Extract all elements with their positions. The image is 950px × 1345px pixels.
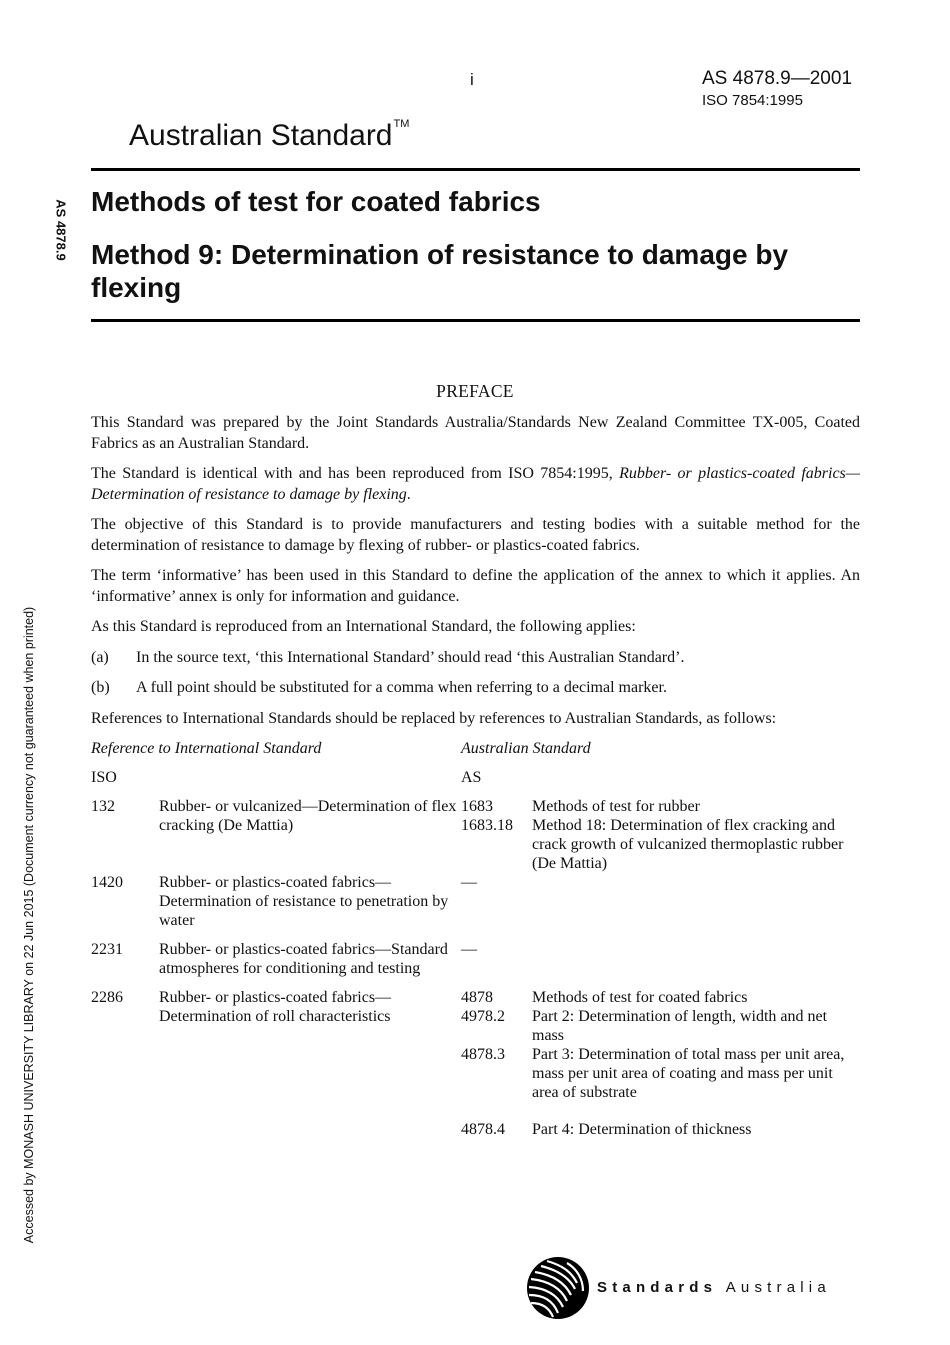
as-number-cell: —	[461, 941, 477, 958]
title-rule	[91, 319, 860, 322]
preface-body	[91, 413, 860, 1139]
list-text: A full point should be substituted for a comma when referring to a decimal marker.	[136, 679, 667, 696]
paragraph	[91, 464, 860, 505]
standard-number: AS 4878.9—2001	[702, 68, 853, 89]
iso-number: ISO 7854:1995	[702, 92, 803, 109]
access-note	[14, 600, 44, 1250]
page-number: i	[470, 70, 474, 89]
table-row	[91, 940, 861, 988]
iso-number-cell: 132	[91, 798, 115, 815]
as-number: 4878	[461, 989, 493, 1006]
list-text: In the source text, ‘this International Standard’ should read ‘this Australian Standard’.	[136, 648, 685, 666]
as-number: 4878.3	[461, 1046, 505, 1063]
side-code	[46, 190, 76, 270]
paragraph: As this Standard is reproduced from an International Standard, the following applies:	[91, 618, 636, 635]
as-title: Part 3: Determination of total mass per unit area, mass per unit area of coating and mass per unit area of substrate	[532, 1046, 845, 1101]
iso-number-cell: 1420	[91, 874, 123, 891]
document-title: Methods of test for coated fabrics	[91, 186, 541, 217]
as-number: 1683.18	[461, 817, 513, 834]
logo-word-regular: Australia	[725, 1279, 831, 1296]
logo-wordmark	[597, 1279, 831, 1296]
list-item	[91, 678, 860, 699]
brand-title	[129, 118, 409, 153]
paragraph: The objective of this Standard is to provide manufacturers and testing bodies with a suitable method for the determination of resistance to damage by flexing of rubber- or plastics-coated fabrics.	[91, 516, 860, 554]
col-head-international: Reference to International Standard	[91, 740, 322, 757]
iso-title-cell: Rubber- or plastics-coated fabrics—Determination of roll characteristics	[159, 989, 392, 1025]
references-table	[91, 739, 861, 1139]
iso-title-cell: Rubber- or plastics-coated fabrics—Standard atmospheres for conditioning and testing	[159, 941, 448, 977]
iso-title-cell: Rubber- or vulcanized—Determination of flex cracking (De Mattia)	[159, 798, 457, 834]
cited-title: Rubber- or plastics-coated fabrics—Determination of resistance to damage by flexing	[91, 465, 861, 503]
brand-name: Australian Standard	[129, 119, 393, 152]
as-title-cell	[532, 988, 861, 1139]
as-title: Methods of test for rubber	[532, 798, 700, 815]
as-title: Methods of test for coated fabrics	[532, 989, 748, 1006]
as-label: AS	[461, 769, 482, 786]
as-title-cell	[532, 797, 861, 873]
access-note-text: Accessed by MONASH UNIVERSITY LIBRARY on 22 Jun 2015 (Document currency not guaranteed when printed)	[22, 606, 36, 1244]
table-row	[91, 988, 861, 1139]
as-number: 4878.4	[461, 1121, 505, 1138]
as-number: 1683	[461, 798, 493, 815]
as-number-cell: —	[461, 874, 477, 891]
list-marker: (a)	[91, 648, 109, 666]
as-number-cell	[461, 797, 532, 873]
iso-label: ISO	[91, 769, 117, 786]
paragraph-text: .	[406, 485, 411, 503]
as-title: Part 4: Determination of thickness	[532, 1121, 752, 1138]
as-number: 4978.2	[461, 1008, 505, 1025]
as-title: Method 18: Determination of flex cracking and crack growth of vulcanized thermoplastic rubber	[532, 817, 844, 853]
trademark: TM	[393, 118, 410, 130]
col-head-australian: Australian Standard	[461, 740, 591, 757]
iso-title-cell: Rubber- or plastics-coated fabrics—Determination of resistance to penetration by water	[159, 874, 449, 929]
paragraph: References to International Standards should be replaced by references to Australian Standards, as follows:	[91, 709, 777, 727]
iso-number-cell: 2231	[91, 941, 123, 958]
list-item	[91, 648, 860, 669]
document-subtitle: Method 9: Determination of resistance to damage by flexing	[91, 239, 789, 303]
paragraph-text: The Standard is identical with and has been reproduced from ISO 7854:1995,	[91, 465, 620, 482]
table-row	[91, 797, 861, 873]
standards-australia-logo-icon	[527, 1257, 589, 1319]
side-code-text: AS 4878.9	[53, 199, 69, 261]
table-row	[91, 873, 861, 940]
as-title: Part 2: Determination of length, width and net mass	[532, 1008, 828, 1044]
list-marker: (b)	[91, 679, 110, 696]
as-title: (De Mattia)	[532, 855, 608, 872]
as-number-cell	[461, 988, 532, 1139]
top-rule	[91, 168, 860, 171]
paragraph: This Standard was prepared by the Joint Standards Australia/Standards New Zealand Committee TX-005, Coated Fabrics as an Australian Standard.	[91, 414, 860, 452]
logo-word-bold: Standards	[597, 1279, 718, 1296]
preface-heading: PREFACE	[436, 381, 514, 401]
paragraph: The term ‘informative’ has been used in this Standard to define the application of the annex to which it applies. An ‘informative’ annex is only for information and guidance.	[91, 567, 860, 605]
iso-number-cell: 2286	[91, 989, 123, 1006]
